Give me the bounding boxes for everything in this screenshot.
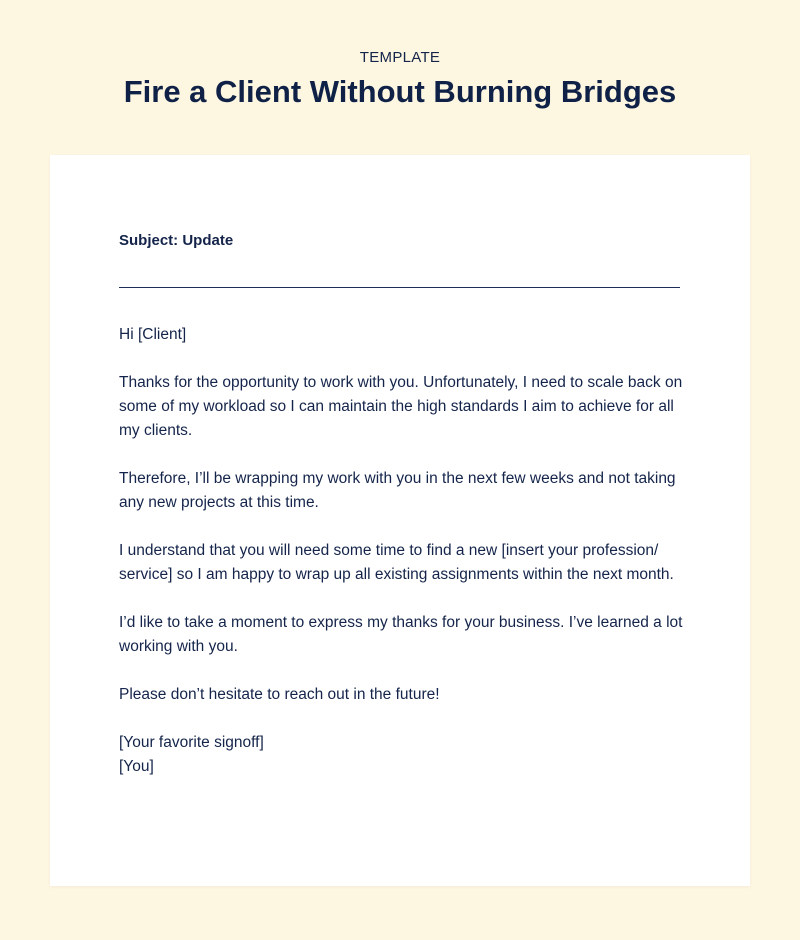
email-body [119, 323, 684, 779]
closing-paragraph: Please don’t hesitate to reach out in the future! [119, 686, 440, 703]
subject-divider [119, 287, 680, 288]
body-paragraph: I’d like to take a moment to express my thanks for your business. I’ve learned a lot working with you. [119, 614, 683, 655]
signature-line: [You] [119, 758, 154, 775]
page-title: Fire a Client Without Burning Bridges [123, 74, 677, 109]
signoff-line: [Your favorite signoff] [119, 734, 264, 751]
email-subject: Subject: Update [119, 232, 234, 249]
email-card [50, 155, 750, 886]
body-paragraph: Therefore, I’ll be wrapping my work with you in the next few weeks and not taking any new projects at this time. [119, 470, 676, 511]
body-paragraph: Thanks for the opportunity to work with you. Unfortunately, I need to scale back on some of my workload so I can maintain the high standards I aim to achieve for all my clients. [119, 374, 683, 439]
greeting-paragraph: Hi [Client] [119, 326, 187, 343]
template-eyebrow: TEMPLATE [359, 49, 441, 66]
body-paragraph: I understand that you will need some time to find a new [insert your profession/ service] so I am happy to wrap up all existing assignments within the next month. [119, 542, 674, 583]
